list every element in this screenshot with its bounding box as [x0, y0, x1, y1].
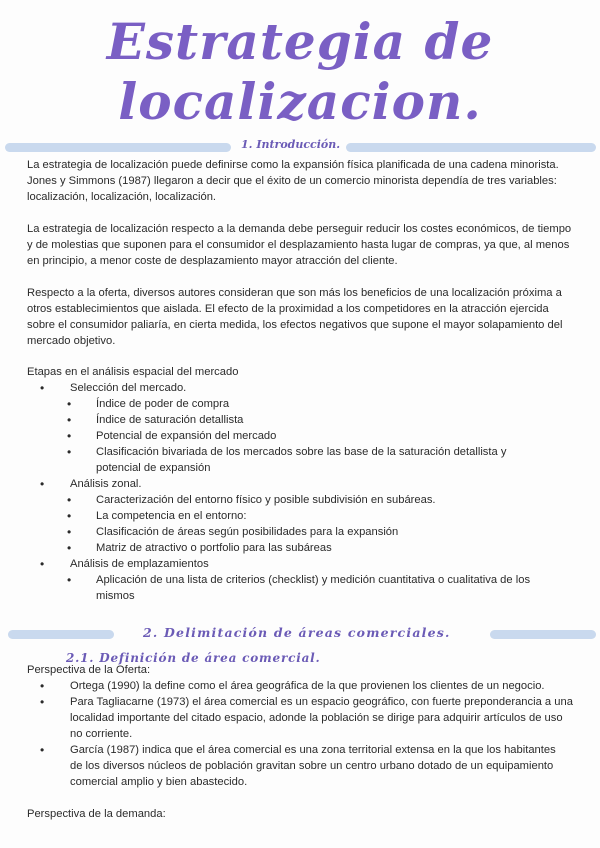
page-title-line-1: Estrategia de — [106, 12, 494, 71]
list-item: • Ortega (1990) la define como el área geográfica de la que provienen los clientes de un negocio. — [27, 678, 575, 694]
page-title-line-2: localizacion. — [118, 72, 482, 131]
list-item: • La competencia en el entorno: — [27, 508, 575, 524]
stages-list-title: Etapas en el análisis espacial del mercado — [27, 366, 239, 378]
list-item: • Índice de saturación detallista — [27, 412, 575, 428]
heading-highlight-right — [346, 143, 596, 152]
section-2-subheading: 2.1. Definición de área comercial. — [66, 651, 321, 665]
stages-list — [27, 380, 575, 604]
demand-perspective-title: Perspectiva de la demanda: — [27, 808, 166, 820]
section-1-heading: 1. Introducción. — [241, 138, 341, 151]
section-1-body — [27, 157, 575, 604]
list-item: • Para Tagliacarne (1973) el área comercial es un espacio geográfico, con fuerte preponderancia a una localidad importante del citado espacio, adonde la población se dirige para adquirir artículos de uso no corriente. — [27, 694, 575, 742]
list-item: • García (1987) indica que el área comercial es una zona territorial extensa en la que los habitantes de los diversos núcleos de población gravitan sobre un centro urbano dotado de un equipamiento comercial amplio y bien abastecido. — [27, 742, 575, 790]
list-item: • Aplicación de una lista de criterios (checklist) y medición cuantitativa o cualitativa de los mismos — [27, 572, 575, 604]
list-item: • Análisis de emplazamientos — [27, 556, 575, 572]
list-item: • Caracterización del entorno físico y posible subdivisión en subáreas. — [27, 492, 575, 508]
list-item: • Análisis zonal. — [27, 476, 575, 492]
heading-highlight-right — [490, 630, 596, 639]
offer-perspective-title: Perspectiva de la Oferta: — [27, 664, 151, 676]
intro-paragraph-3: Respecto a la oferta, diversos autores consideran que son más los beneficios de una localización próxima a otros establecimientos que aislada. El efecto de la proximidad a los competidores en la atracción ejercida sobre el consumidor paliaría, en cierta medida, los efectos negativos que supone el mayor solapamiento del mercado objetivo. — [27, 287, 563, 347]
section-2-heading: 2. Delimitación de áreas comerciales. — [143, 625, 451, 640]
heading-highlight-left — [8, 630, 114, 639]
intro-paragraph-2: La estrategia de localización respecto a la demanda debe perseguir reducir los costes económicos, de tiempo y de molestias que suponen para el consumidor el desplazamiento hasta lugar de compras, ya que, al menos en principio, a menor coste de desplazamiento mayor atracción del cliente. — [27, 223, 572, 267]
heading-highlight-left — [5, 143, 231, 152]
list-item: • Clasificación de áreas según posibilidades para la expansión — [27, 524, 575, 540]
list-item: • Potencial de expansión del mercado — [27, 428, 575, 444]
list-item: • Índice de poder de compra — [27, 396, 575, 412]
intro-paragraph-1: La estrategia de localización puede definirse como la expansión física planificada de una cadena minorista. Jones y Simmons (1987) llegaron a decir que el éxito de un comercio minorista dependía de tres variables: localización, localización, localización. — [27, 159, 559, 203]
section-2-body — [27, 662, 575, 822]
list-item: • Selección del mercado. — [27, 380, 575, 396]
offer-list — [27, 678, 575, 790]
list-item: • Matriz de atractivo o portfolio para las subáreas — [27, 540, 575, 556]
list-item: • Clasificación bivariada de los mercados sobre las base de la saturación detallista y potencial de expansión — [27, 444, 575, 476]
